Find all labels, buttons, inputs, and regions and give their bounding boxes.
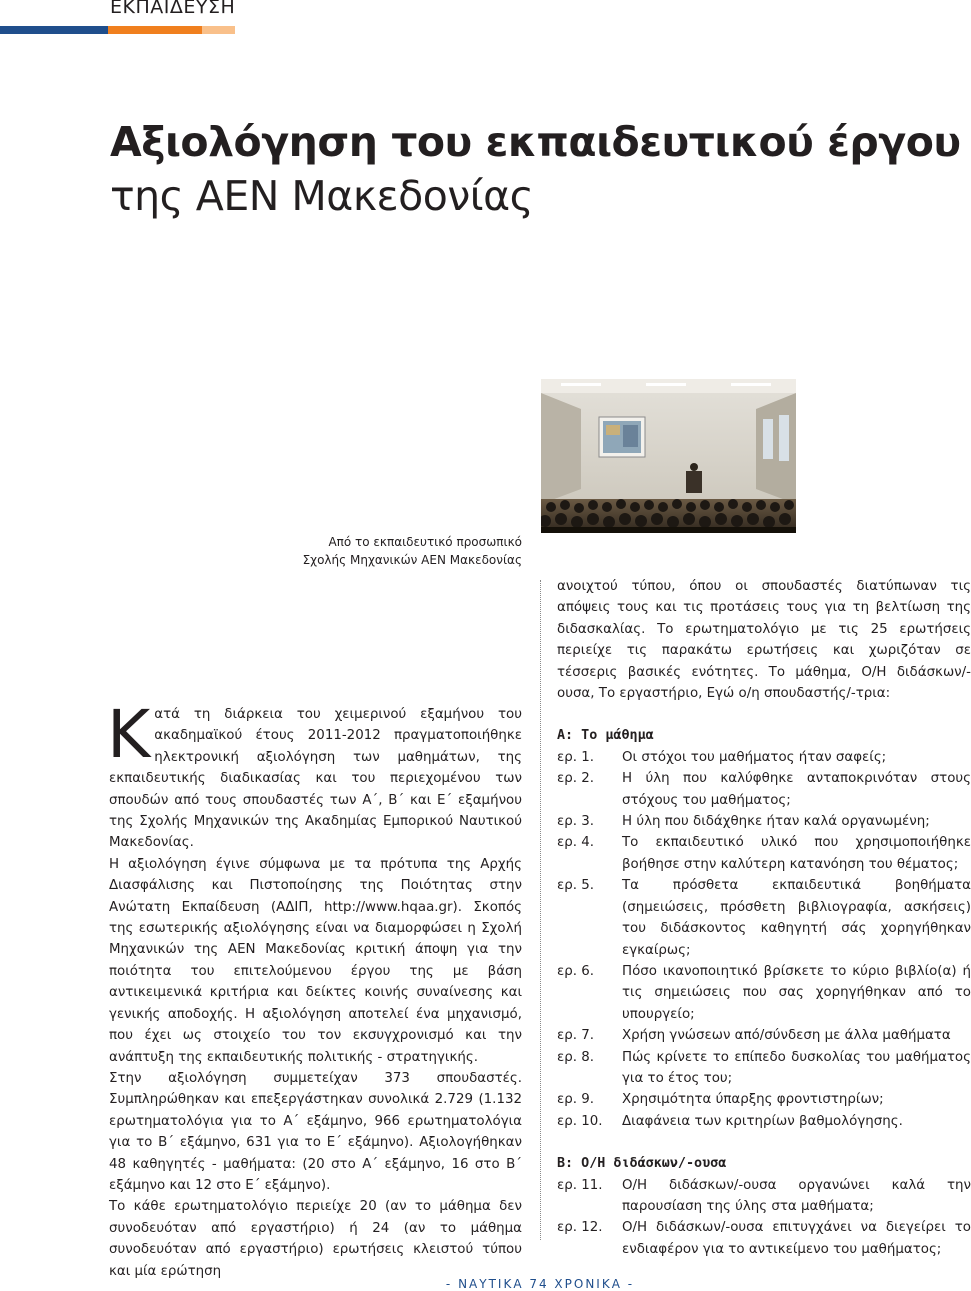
question-text: Ο/Η διδάσκων/-ουσα οργανώνει καλά την παρουσίαση της ύλης στα μαθήματα;	[622, 1177, 971, 1214]
question-text: Χρησιμότητα ύπαρξης φροντιστηρίων;	[622, 1092, 884, 1108]
question-number: ερ. 6.	[557, 963, 595, 979]
question-text: Χρήση γνώσεων από/σύνδεση με άλλα μαθήματα	[622, 1028, 951, 1044]
question-text: Διαφάνεια των κριτηρίων βαθμολόγησης.	[622, 1113, 903, 1129]
paragraph-2: Η αξιολόγηση έγινε σύμφωνα με τα πρότυπα της Αρχής Διασφάλισης και Πιστοποίησης της Ποιότητας στην Ανώτατη Εκπαίδευση (ΑΔΙΠ, http://www.hqaa.gr). Σκοπός της εσωτερικής αξιολόγησης είναι να διαμορφώσει η Σχολή Μηχανικών της ΑΕΝ Μακεδονίας κριτική άποψη για την ποιότητα του επιτελούμενου έργου της με βάση αντικειμενικά κριτήρια και δείκτες κοινής συναίνεσης και γενικής αποδοχής. Η αξιολόγηση αποτελεί ένα μηχανισμό, που έχει ως στοιχείο του τον εκσυγχρονισμό και την ανάπτυξη της εκπαιδευτικής πολιτικής - στρατηγικής.	[109, 856, 522, 1065]
paragraph-5: ανοιχτού τύπου, όπου οι σπουδαστές διατύπωναν τις απόψεις τους και τις προτάσεις τους για τη βελτίωση της διδασκαλίας. Το ερωτηματολόγιο με τις 25 ερωτήσεις περιείχε τις παρακάτω ερωτήσεις και χωριζόταν σε τέσσερις βασικές ενότητες. Το μάθημα, Ο/Η διδάσκων/-ουσα, Το εργαστήριο, Εγώ ο/η σπουδαστής/-τρια:	[557, 579, 971, 702]
question-number: ερ. 8.	[557, 1049, 595, 1065]
question-text: Τα πρόσθετα εκπαιδευτικά βοηθήματα (σημειώσεις, πρόσθετη βιβλιογραφία, ασκήσεις) του διδάσκοντος καθηγητή σάς χορηγήθηκαν εγκαίρως;	[622, 878, 971, 958]
question-item	[557, 1217, 971, 1260]
byline-line-1: Από το εκπαιδευτικό προσωπικό	[328, 535, 522, 549]
header-bar-blue	[0, 26, 108, 34]
section-b-heading: Β: Ο/Η διδάσκων/-ουσα	[557, 1156, 727, 1172]
question-item	[557, 1111, 971, 1132]
left-column	[107, 696, 522, 1282]
question-text: Πώς κρίνετε το επίπεδο δυσκολίας του μαθήματος για το έτος του;	[622, 1049, 971, 1086]
question-number: ερ. 2.	[557, 771, 595, 787]
question-number: ερ. 1.	[557, 749, 595, 765]
question-item	[557, 1025, 971, 1046]
paragraph-4: Το κάθε ερωτηματολόγιο περιείχε 20 (αν το μάθημα δεν συνοδευόταν από εργαστήριο) ή 24 (αν το μάθημα συνοδευόταν από εργαστήριο) ερωτήσεις κλειστού τύπου και μία ερώτηση	[109, 1199, 522, 1279]
question-item	[557, 832, 971, 875]
section-label: ΕΚΠΑΙΔΕΥΣΗ	[110, 0, 236, 18]
question-item	[557, 1175, 971, 1218]
byline-line-2: Σχολής Μηχανικών ΑΕΝ Μακεδονίας	[302, 553, 522, 567]
question-text: Ο/Η διδάσκων/-ουσα επιτυγχάνει να διεγείρει το ενδιαφέρον για το αντικείμενο του μαθήματος;	[622, 1220, 971, 1257]
paragraph-1-text: ατά τη διάρκεια του χειμερινού εξαμήνου του ακαδημαϊκού έτους 2011-2012 πραγματοποιήθηκε ηλεκτρονική αξιολόγηση των μαθημάτων, της εκπαιδευτικής διαδικασίας και του περιεχομένου των σπουδών από τους σπουδαστές των Α΄, Β΄ και Ε΄ εξαμήνου της Σχολής Μηχανικών της Ακαδημίας Εμπορικού Ναυτικού Μακεδονίας.	[109, 707, 522, 851]
question-number: ερ. 5.	[557, 878, 595, 894]
question-text: Η ύλη που καλύφθηκε ανταποκρινόταν στους στόχους του μαθήματος;	[622, 771, 971, 808]
section-a-list	[557, 747, 971, 1132]
question-number: ερ. 7.	[557, 1028, 595, 1044]
article-title: Αξιολόγηση του εκπαιδευτικού έργου	[110, 118, 961, 166]
question-text: Η ύλη που διδάχθηκε ήταν καλά οργανωμένη;	[622, 814, 930, 830]
lecture-hall-image	[541, 379, 796, 533]
question-number: ερ. 12.	[557, 1220, 603, 1236]
lecture-hall-photo	[541, 379, 796, 533]
question-item	[557, 811, 971, 832]
question-number: ερ. 10.	[557, 1113, 603, 1129]
page-footer: - ΝΑΥΤΙΚΑ 74 ΧΡΟΝΙΚΑ -	[445, 1277, 635, 1291]
section-a-heading: Α: Το μάθημα	[557, 728, 654, 744]
question-number: ερ. 3.	[557, 814, 595, 830]
header-color-bars	[0, 26, 235, 34]
right-column	[557, 576, 971, 1260]
header-bar-light-orange	[202, 26, 235, 34]
question-item	[557, 875, 971, 961]
column-divider	[540, 580, 541, 1240]
question-number: ερ. 9.	[557, 1092, 595, 1108]
header-bar-orange	[108, 26, 202, 34]
question-text: Πόσο ικανοποιητικό βρίσκετε το κύριο βιβλίο(α) ή τις σημειώσεις που σας χορηγήθηκαν από το υπουργείο;	[622, 963, 971, 1022]
paragraph-3: Στην αξιολόγηση συμμετείχαν 373 σπουδαστές. Συμπληρώθηκαν και επεξεργάστηκαν συνολικά 2.729 (1.132 ερωτηματολόγια για το Α΄ εξάμηνο, 966 ερωτηματολόγια για το Β΄ εξάμηνο, 631 για το Ε΄ εξάμηνο). Αξιολογήθηκαν 48 καθηγητές - μαθήματα: (20 στο Α΄ εξάμηνο, 16 στο Β΄ εξάμηνο και 12 στο Ε΄ εξάμηνο).	[109, 1070, 522, 1193]
byline	[290, 533, 522, 569]
question-item	[557, 768, 971, 811]
question-item	[557, 961, 971, 1025]
question-text: Οι στόχοι του μαθήματος ήταν σαφείς;	[622, 749, 887, 765]
question-number: ερ. 11.	[557, 1177, 603, 1193]
article-subtitle: της ΑΕΝ Μακεδονίας	[110, 172, 534, 220]
question-item	[557, 1047, 971, 1090]
paragraph-1	[107, 696, 522, 854]
question-number: ερ. 4.	[557, 835, 595, 851]
question-text: Το εκπαιδευτικό υλικό που χρησιμοποιήθηκε βοήθησε στην καλύτερη κατανόηση του θέματος;	[622, 835, 971, 872]
question-item	[557, 1089, 971, 1110]
drop-cap: Κ	[107, 696, 151, 773]
section-b-list	[557, 1175, 971, 1261]
question-item	[557, 747, 971, 768]
